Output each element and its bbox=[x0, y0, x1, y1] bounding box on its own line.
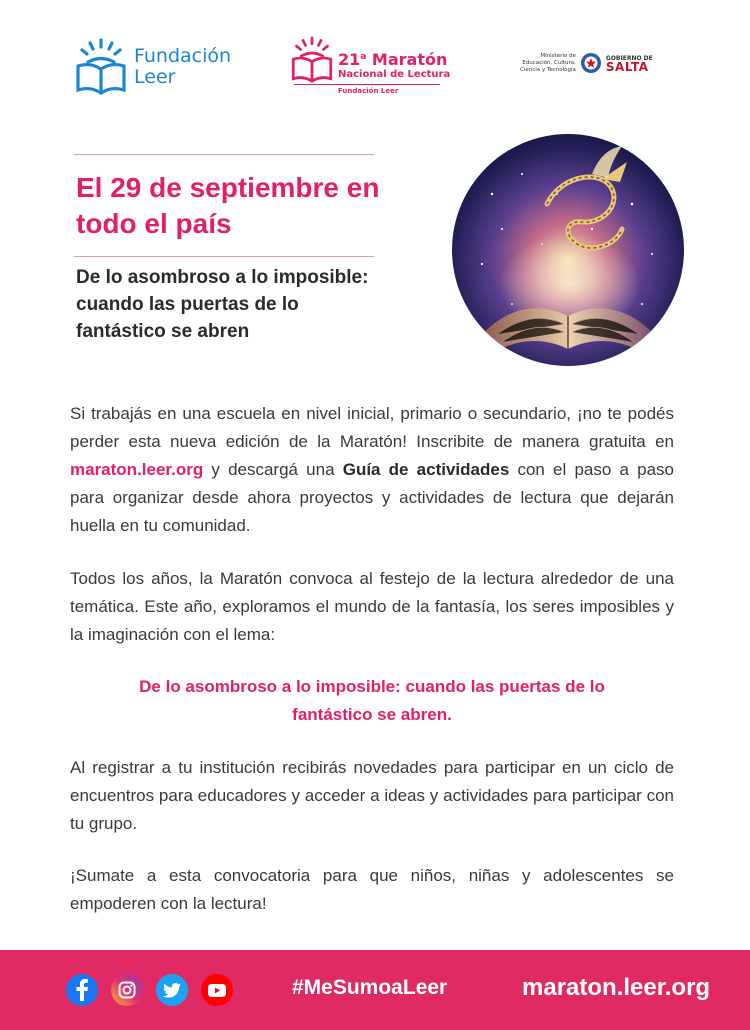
fundacion-leer-logo bbox=[74, 36, 231, 98]
gobierno-salta-logo bbox=[520, 52, 653, 74]
fantasy-book-dragon-image bbox=[452, 134, 684, 366]
ministry-name: Ministerio de Educación, Cultura, Ciencia y Tecnología bbox=[520, 52, 576, 73]
twitter-icon[interactable] bbox=[156, 974, 188, 1006]
page-title: El 29 de septiembre en todo el país bbox=[76, 172, 380, 239]
gobierno-text: GOBIERNO DE SALTA bbox=[605, 55, 653, 74]
facebook-icon[interactable] bbox=[66, 974, 98, 1006]
title-top-rule bbox=[74, 154, 374, 155]
closing-paragraph: ¡Sumate a esta convocatoria para que niños, niñas y adolescentes se empoderen con la lectura! bbox=[70, 866, 674, 913]
logo-line-fundacion: Fundación bbox=[134, 45, 232, 67]
page-subtitle: De lo asombroso a lo imposible: cuando las puertas de lo fantástico se abren bbox=[76, 267, 369, 342]
maraton-subtitle: Nacional de Lectura bbox=[338, 69, 451, 80]
title-bottom-rule bbox=[74, 256, 374, 257]
open-book-sun-pink-icon bbox=[290, 34, 334, 86]
activity-guide-label: Guía de actividades bbox=[342, 460, 510, 479]
theme-paragraph: Todos los años, la Maratón convoca al festejo de la lectura alrededor de una temática. Este año, exploramos el mundo de la fantasía, los seres imposibles y la imaginación con el lema: bbox=[70, 569, 674, 644]
maraton-org: Fundación Leer bbox=[338, 87, 399, 95]
youtube-icon[interactable] bbox=[201, 974, 233, 1006]
open-book-sun-icon bbox=[74, 36, 128, 98]
instagram-icon[interactable] bbox=[111, 974, 143, 1006]
maraton-title: 21$^a$ Maratón bbox=[338, 50, 448, 69]
hashtag: #MeSumoaLeer bbox=[292, 976, 448, 999]
salta-seal-icon bbox=[580, 52, 602, 74]
intro-paragraph: Si trabajás en una escuela en nivel inicial, primario o secundario, ¡no te podés perder esta nueva edición de la Maratón! Inscribite de manera gratuita en maraton.leer.org y descargá una Guía de actividades con el paso a paso para organizar desde ahora proyectos y actividades de lectura que dejarán huella en tu comunidad. bbox=[70, 404, 674, 535]
maraton-logo bbox=[290, 34, 450, 95]
registration-link[interactable]: maraton.leer.org bbox=[70, 460, 204, 479]
motto-text: De lo asombroso a lo imposible: cuando las puertas de lo fantástico se abren. bbox=[139, 677, 605, 724]
logo-line-leer: Leer bbox=[134, 66, 176, 88]
social-icons bbox=[66, 974, 233, 1006]
footer-website-link[interactable]: maraton.leer.org bbox=[522, 974, 711, 1001]
registration-paragraph: Al registrar a tu institución recibirás novedades para participar en un ciclo de encuentros para educadores y acceder a ideas y actividades para participar con tu grupo. bbox=[70, 758, 674, 833]
maraton-rule bbox=[294, 84, 440, 85]
